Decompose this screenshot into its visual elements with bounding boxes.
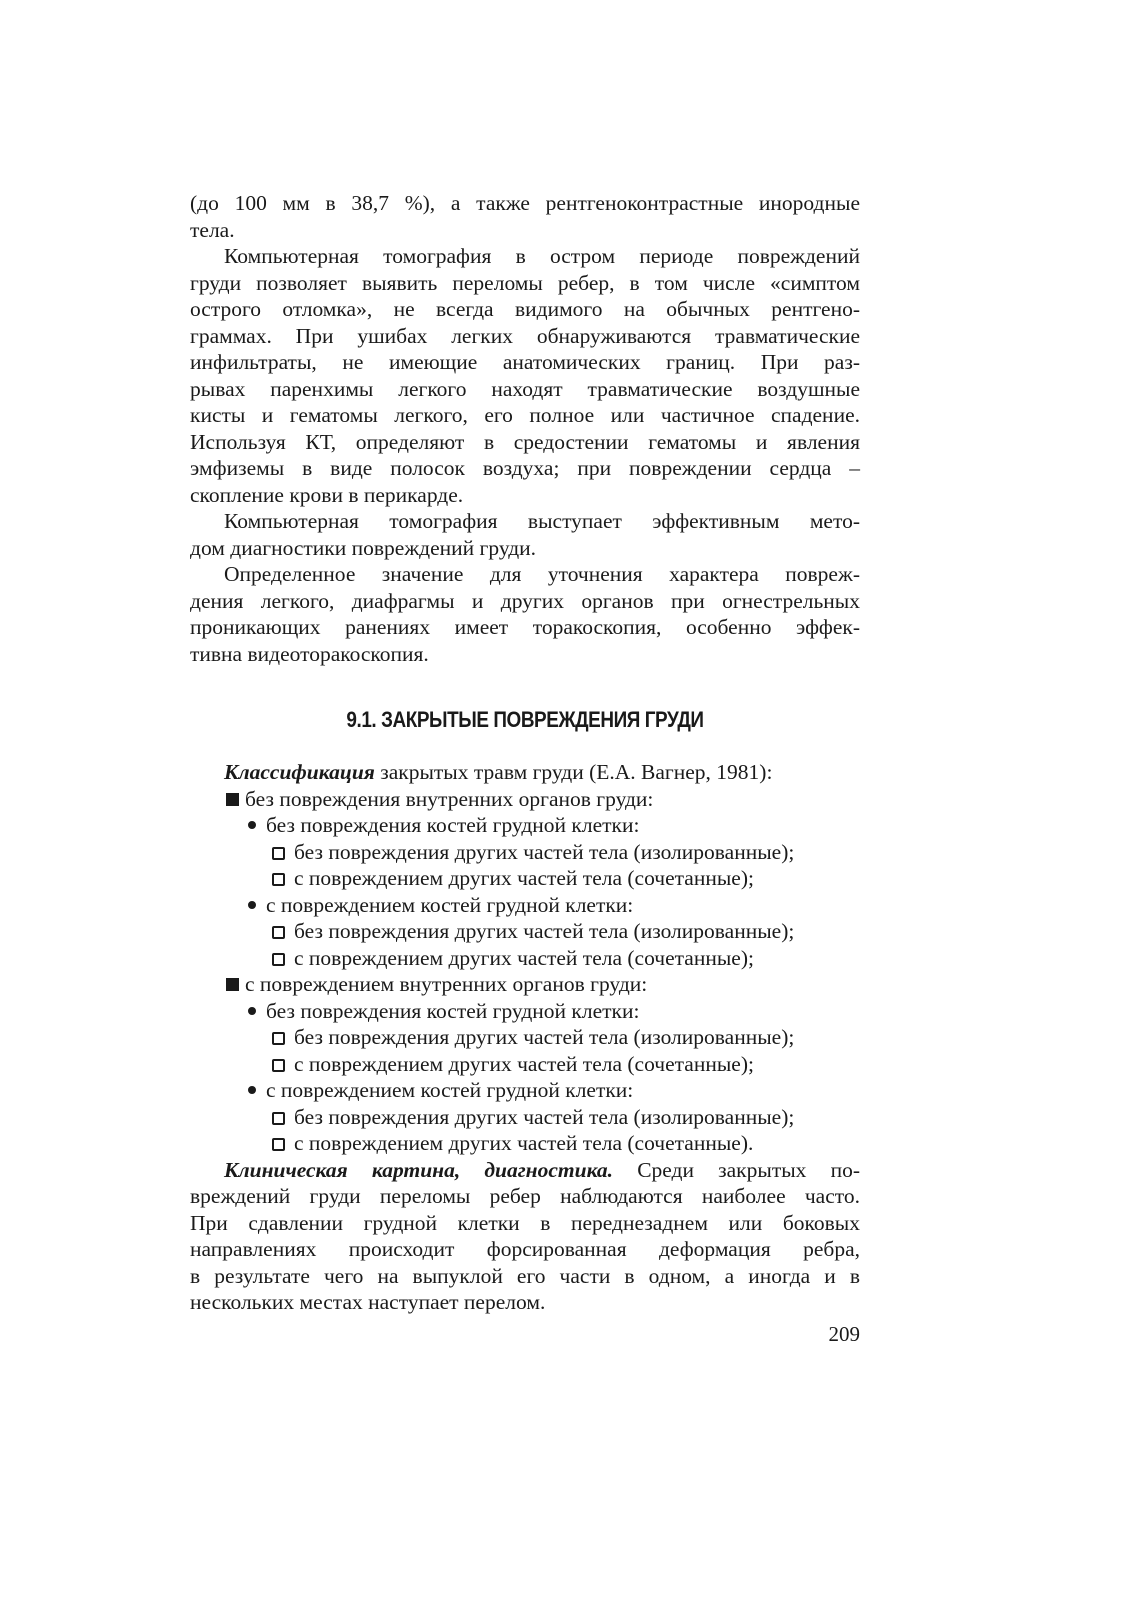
filled-square-bullet-icon	[226, 978, 239, 991]
ct-paragraph-line: инфильтраты, не имеющие анатомических границ. При раз-	[190, 350, 860, 374]
list-item-text: без повреждения других частей тела (изолированные);	[294, 1104, 795, 1129]
clinical-paragraph-line: нескольких местах наступает перелом.	[190, 1290, 546, 1314]
list-item-text: с повреждением других частей тела (сочетанные);	[294, 866, 754, 890]
page-number: 209	[828, 1322, 860, 1346]
list-item-level3	[190, 945, 860, 972]
list-item-level3	[190, 865, 860, 892]
list-item-level3	[190, 1130, 860, 1157]
empty-square-bullet-icon	[272, 1032, 285, 1045]
list-item-level2	[190, 892, 860, 919]
ct-paragraph-line: рывах паренхимы легкого находят травматические воздушные	[190, 376, 860, 401]
list-item-text: без повреждения костей грудной клетки:	[266, 813, 640, 837]
round-bullet-icon	[248, 1007, 256, 1015]
list-item-level3	[190, 1051, 860, 1078]
ct-paragraph-line: граммах. При ушибах легких обнаруживаются травматические	[190, 323, 860, 348]
classification-term: Классификация	[224, 760, 375, 784]
thoraco-paragraph-line: дения легкого, диафрагмы и других органов при огнестрельных	[190, 588, 860, 613]
empty-square-bullet-icon	[272, 926, 285, 939]
thoraco-paragraph-line: проникающих ранениях имеет торакоскопия, особенно эффек-	[190, 615, 860, 639]
list-item-text: с повреждением других частей тела (сочетанные).	[294, 1131, 754, 1155]
list-item-text: с повреждением внутренних органов груди:	[245, 972, 648, 996]
ct-paragraph-line: кисты и гематомы легкого, его полное или частичное спадение.	[190, 403, 860, 427]
intro-line: тела.	[190, 217, 235, 242]
empty-square-bullet-icon	[272, 847, 285, 860]
list-item-text: без повреждения костей грудной клетки:	[266, 998, 640, 1023]
ct2-paragraph-line: Компьютерная томография выступает эффективным мето-	[224, 509, 860, 533]
ct-paragraph-line: острого отломка», не всегда видимого на обычных рентгено-	[190, 297, 860, 321]
empty-square-bullet-icon	[272, 1059, 285, 1072]
clinical-first-rest: Среди закрытых по-	[613, 1157, 860, 1182]
ct-paragraph-line: эмфиземы в виде полосок воздуха; при повреждении сердца –	[190, 456, 860, 480]
list-item-level3	[190, 839, 860, 866]
classification-line	[190, 759, 860, 786]
filled-square-bullet-icon	[226, 793, 239, 806]
list-item-level3	[190, 1024, 860, 1051]
round-bullet-icon	[248, 901, 256, 909]
ct2-paragraph-line: дом диагностики повреждений груди.	[190, 535, 537, 560]
empty-square-bullet-icon	[272, 953, 285, 966]
list-item-level3	[190, 918, 860, 945]
page-body	[190, 190, 860, 1316]
round-bullet-icon	[248, 1086, 256, 1094]
list-item-text: без повреждения других частей тела (изолированные);	[294, 1025, 795, 1049]
ct-paragraph-line: Используя КТ, определяют в средостении гематомы и явления	[190, 429, 860, 454]
thoraco-paragraph-line: Определенное значение для уточнения характера повреж-	[224, 562, 860, 586]
list-item-level1	[190, 971, 860, 998]
list-item-text: с повреждением других частей тела (сочетанные);	[294, 1051, 754, 1076]
list-item-level2	[190, 812, 860, 839]
empty-square-bullet-icon	[272, 873, 285, 886]
clinical-paragraph-line: в результате чего на выпуклой его части в одном, а иногда и в	[190, 1263, 860, 1288]
intro-line: (до 100 мм в 38,7 %), а также рентгеноконтрастные инородные	[190, 191, 860, 215]
thoraco-paragraph-line: тивна видеоторакоскопия.	[190, 641, 429, 666]
list-item-level2	[190, 1077, 860, 1104]
list-item-text: без повреждения других частей тела (изолированные);	[294, 839, 795, 864]
list-item-text: без повреждения внутренних органов груди:	[245, 786, 654, 811]
empty-square-bullet-icon	[272, 1138, 285, 1151]
round-bullet-icon	[248, 821, 256, 829]
clinical-term: Клиническая картина, диагностика.	[224, 1157, 614, 1182]
list-item-level1	[190, 786, 860, 813]
list-item-level3	[190, 1104, 860, 1131]
empty-square-bullet-icon	[272, 1112, 285, 1125]
list-item-level2	[190, 998, 860, 1025]
list-item-text: с повреждением костей грудной клетки:	[266, 1078, 634, 1102]
section-heading: 9.1. ЗАКРЫТЫЕ ПОВРЕЖДЕНИЯ ГРУДИ	[346, 707, 704, 732]
clinical-paragraph-line	[190, 1157, 860, 1184]
ct-paragraph-line: груди позволяет выявить переломы ребер, в том числе «симптом	[190, 270, 860, 295]
clinical-paragraph-line: При сдавлении грудной клетки в переднезаднем или боковых	[190, 1210, 860, 1235]
list-item-text: с повреждением костей грудной клетки:	[266, 892, 634, 917]
clinical-paragraph-line: вреждений груди переломы ребер наблюдаются наиболее часто.	[190, 1184, 860, 1208]
ct-paragraph-line: скопление крови в перикарде.	[190, 482, 464, 507]
classification-rest: закрытых травм груди (Е.А. Вагнер, 1981):	[374, 760, 773, 784]
list-item-text: с повреждением других частей тела (сочетанные);	[294, 945, 754, 970]
clinical-paragraph-line: направлениях происходит форсированная деформация ребра,	[190, 1237, 860, 1261]
list-item-text: без повреждения других частей тела (изолированные);	[294, 919, 795, 943]
ct-paragraph-line: Компьютерная томография в остром периоде повреждений	[224, 244, 860, 268]
